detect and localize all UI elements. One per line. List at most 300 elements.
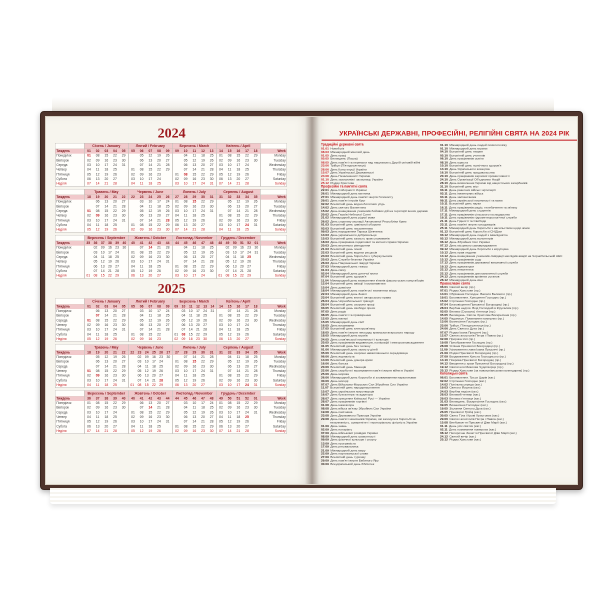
holiday-name: День матері xyxy=(328,316,348,321)
holiday-name: Воздвиження Хреста Господнього (пр.) xyxy=(447,354,506,359)
day-number: 13 xyxy=(144,373,149,378)
week-number: 15 xyxy=(227,149,232,153)
day-number: 29 xyxy=(209,264,214,269)
day-label: Середа xyxy=(56,209,68,213)
week-number: 22 xyxy=(131,195,135,199)
day-number: 05 xyxy=(219,332,223,337)
day-number: 24 xyxy=(201,369,205,373)
day-row xyxy=(129,274,172,279)
day-number: 02 xyxy=(87,373,91,378)
day-number: 24 xyxy=(157,419,161,424)
day-number: 26 xyxy=(245,172,249,177)
week-number: 23 xyxy=(137,350,142,355)
holiday-name: Святих апостолів Петра і Павла (кат.) xyxy=(447,416,504,421)
holiday-date: 13.06 xyxy=(439,319,448,324)
empty-cell xyxy=(207,383,216,388)
day-number: 18 xyxy=(148,264,153,269)
month-Липень xyxy=(172,344,216,388)
day-number: 03 xyxy=(87,218,91,223)
day-number: 29 xyxy=(209,199,214,204)
day-number: 24 xyxy=(157,259,161,264)
week-number: 37 xyxy=(95,396,100,401)
week-number: 51 xyxy=(236,396,241,401)
holiday-name: Всесвітній день народонаселення xyxy=(328,385,380,390)
day-label: Saturday xyxy=(272,269,286,273)
week-number: 46 xyxy=(192,396,197,401)
day-number: 08 xyxy=(227,213,232,218)
holiday-name: День весняного рівнодення xyxy=(328,243,370,248)
day-number: 21 xyxy=(157,405,161,410)
day-number: 17 xyxy=(104,163,109,167)
month-header: Листопад / November xyxy=(173,235,216,241)
day-number: 16 xyxy=(104,323,109,327)
holiday-date: 05.10 xyxy=(439,153,448,157)
day-number: 29 xyxy=(165,223,170,227)
day-number: 25 xyxy=(157,264,161,269)
week-number: 10 xyxy=(183,149,188,153)
day-number: 13 xyxy=(236,364,241,369)
day-number: 09 xyxy=(144,355,149,359)
empty-cell xyxy=(251,337,260,342)
day-number: 01 xyxy=(131,332,135,337)
day-number: 05 xyxy=(87,172,91,177)
day-number: 06 xyxy=(137,373,142,378)
holiday-name: Різдво Христове (за новоюліанським календарем) (пр.) xyxy=(447,368,529,373)
day-number: 28 xyxy=(203,327,208,332)
day-number: 21 xyxy=(201,419,205,424)
day-number: 19 xyxy=(240,259,244,264)
day-number: 07 xyxy=(139,218,144,223)
day-number: 01 xyxy=(86,273,91,278)
day-number: 27 xyxy=(245,424,249,429)
day-number: 04 xyxy=(219,415,223,419)
holiday-name: Всесвітній день письменника xyxy=(328,226,373,230)
day-number: 10 xyxy=(183,209,188,213)
holiday-name: Великдень (Пасха) xyxy=(328,156,358,161)
day-number: 20 xyxy=(245,364,249,369)
day-number: 19 xyxy=(192,218,197,223)
week-number: 07 xyxy=(148,304,153,309)
week-number: 12 xyxy=(196,304,200,309)
day-number: 07 xyxy=(95,204,100,209)
week-number: 09 xyxy=(165,149,170,153)
day-number: 15 xyxy=(236,401,241,405)
day-number: 18 xyxy=(152,364,156,369)
day-number: 15 xyxy=(192,264,197,269)
day-number: 08 xyxy=(183,199,188,204)
holiday-date: 25.03 xyxy=(320,257,329,262)
week-number: 08 xyxy=(157,149,161,153)
holiday-date: 03.05 xyxy=(320,305,329,310)
day-number: 17 xyxy=(157,199,161,204)
holiday-name: День Служби безпеки України xyxy=(328,257,374,262)
holiday-date: 24.10 xyxy=(439,177,448,182)
holiday-name: День енергетика xyxy=(447,267,473,272)
day-number: 09 xyxy=(95,213,100,218)
day-number: 02 xyxy=(219,378,223,383)
day-number: 14 xyxy=(104,204,109,209)
holiday-date: 24.08 xyxy=(320,174,329,178)
holiday-name: Непорочне Зачаття Пресвятої Діви Марії (кат.) xyxy=(447,430,517,435)
month-Листопад xyxy=(172,390,216,434)
holiday-name: День Української Державності xyxy=(328,170,374,175)
holiday-name: Міжнародний день визволення в'язнів фашистських концтаборів xyxy=(328,278,424,282)
day-label: Sunday xyxy=(274,227,286,232)
holiday-date: 24.03 xyxy=(439,389,448,393)
day-number: 24 xyxy=(113,410,117,415)
day-number: 26 xyxy=(165,153,170,158)
holiday-date: 31.03 xyxy=(439,399,448,404)
day-number: 08 xyxy=(227,313,232,318)
day-number: 23 xyxy=(247,245,252,250)
month-header: Травень / May xyxy=(85,189,128,195)
holiday-name: День української писемності та мови xyxy=(447,198,503,202)
day-number: 11 xyxy=(192,245,197,250)
day-number: 19 xyxy=(104,172,109,177)
week-label: Тиждень xyxy=(55,241,84,246)
day-number: 12 xyxy=(148,209,153,213)
week-number: 40 xyxy=(131,396,135,401)
holiday-date: 10.12 xyxy=(439,250,448,255)
day-number: 17 xyxy=(192,209,197,213)
week-number: 27 xyxy=(175,195,179,199)
day-number: 23 xyxy=(115,245,120,250)
week-number: 44 xyxy=(175,241,179,245)
holiday-date: 16.11 xyxy=(439,205,448,209)
day-number: 23 xyxy=(245,158,249,163)
day-label: Monday xyxy=(274,401,286,405)
month-header: Серпень / August xyxy=(217,189,260,195)
holiday-name: Попільна середа (кат.) xyxy=(447,382,482,386)
holiday-name: День працівників торгівлі xyxy=(328,399,367,404)
day-number: 04 xyxy=(219,167,223,172)
week-number: 22 xyxy=(121,350,126,355)
week-number: 49 xyxy=(219,396,223,401)
week-number: 28 xyxy=(183,350,188,355)
day-number: 18 xyxy=(108,255,112,259)
holiday-name: День Незалежності України xyxy=(328,174,370,178)
day-number: 25 xyxy=(203,313,208,318)
day-label: Субота xyxy=(56,269,67,273)
day-number: 22 xyxy=(245,373,249,378)
day-number: 05 xyxy=(219,419,223,424)
day-row xyxy=(217,337,260,342)
holiday-date: 01.10 xyxy=(320,177,329,182)
holiday-name: Святий вечір (пр.) xyxy=(447,285,475,289)
day-number: 27 xyxy=(209,163,214,167)
day-number: 14 xyxy=(148,245,153,250)
day-number: 10 xyxy=(183,273,188,278)
day-number: 09 xyxy=(139,255,144,259)
day-number: 14 xyxy=(227,429,232,433)
day-number: 10 xyxy=(183,181,188,186)
day-number: 28 xyxy=(247,269,252,273)
day-number: 30 xyxy=(121,373,126,378)
month-Травень xyxy=(84,189,128,233)
month-Жовтень xyxy=(128,390,172,434)
day-number: 01 xyxy=(219,213,223,218)
month-header: Квітень / April xyxy=(217,299,260,305)
day-number: 30 xyxy=(209,364,214,369)
day-number: 17 xyxy=(157,309,161,313)
holiday-date: 09.11 xyxy=(439,198,448,202)
day-number: 28 xyxy=(245,429,249,433)
empty-cell xyxy=(163,429,172,434)
holiday-name: Всеукраїнський день бібліотек xyxy=(328,462,374,466)
holiday-name: Всесвітній день захисту прав споживачів xyxy=(328,236,390,241)
day-label: Wednesday xyxy=(268,318,286,323)
week-number: 26 xyxy=(159,350,164,355)
day-number: 22 xyxy=(157,167,161,172)
day-number: 16 xyxy=(188,337,193,341)
day-label: Четвер xyxy=(56,213,67,218)
day-number: 31 xyxy=(253,223,258,227)
week-number: 14 xyxy=(219,149,223,153)
day-row xyxy=(85,429,128,434)
month-header: Грудень / December xyxy=(217,391,260,397)
day-number: 10 xyxy=(139,259,144,264)
week-number: 30 xyxy=(201,350,205,355)
month-header: Червень / June xyxy=(129,189,172,195)
holiday-name: Богоявлення. Хрещення Господнє (пр.) xyxy=(447,295,506,300)
holiday-name: Новий рік xyxy=(328,146,344,151)
week-number: 28 xyxy=(183,195,188,199)
day-number: 23 xyxy=(157,172,161,177)
day-number: 22 xyxy=(157,223,161,227)
day-label: Середа xyxy=(56,410,68,415)
day-number: 20 xyxy=(108,264,112,269)
holiday-columns xyxy=(321,143,578,466)
day-number: 11 xyxy=(95,332,100,337)
holiday-date: 03.12 xyxy=(439,233,448,237)
day-number: 22 xyxy=(157,250,161,255)
day-number: 19 xyxy=(192,378,197,383)
month-header: Грудень / December xyxy=(217,235,260,241)
day-number: 24 xyxy=(245,223,249,227)
day-number: 23 xyxy=(201,364,205,369)
day-number: 14 xyxy=(95,181,100,186)
holiday-name: Всесвітній день книги і авторського права xyxy=(328,295,391,300)
day-number: 19 xyxy=(108,259,112,264)
day-label: П'ятниця xyxy=(56,218,70,223)
day-number: 12 xyxy=(95,337,100,341)
holiday-date: 18.05 xyxy=(320,330,329,334)
day-label: Середа xyxy=(56,318,68,323)
empty-cell xyxy=(253,274,260,279)
day-number: 31 xyxy=(253,410,258,415)
day-labels-en xyxy=(260,189,287,233)
month-band xyxy=(55,143,288,187)
day-number: 07 xyxy=(137,378,142,383)
holiday-name: День Конституції України xyxy=(328,167,367,171)
day-number: 10 xyxy=(148,199,153,204)
day-number: 03 xyxy=(175,209,179,213)
day-number: 08 xyxy=(227,373,232,378)
month-header: Лютий / February xyxy=(129,143,172,149)
month-header: Липень / July xyxy=(173,189,216,195)
day-number: 29 xyxy=(209,172,214,177)
day-number: 17 xyxy=(236,410,241,415)
day-number: 12 xyxy=(183,218,188,223)
day-number: 07 xyxy=(175,227,179,232)
holiday-date: 10.11 xyxy=(439,201,448,206)
holiday-date: 08.09 xyxy=(320,434,329,438)
day-number: 03 xyxy=(131,419,135,424)
day-label: Четвер xyxy=(56,259,67,264)
day-label: Friday xyxy=(276,172,286,177)
day-number: 28 xyxy=(209,419,214,424)
day-label: Неділя xyxy=(56,429,67,433)
day-row xyxy=(129,383,172,388)
holiday-name: Різдво Іоана Предтечі (пр.) xyxy=(447,330,488,334)
holiday-date: 09.12 xyxy=(439,246,448,251)
day-number: 24 xyxy=(245,323,249,327)
holiday-date: 19.05 xyxy=(439,406,448,411)
day-number: 14 xyxy=(192,419,197,424)
week-number: 42 xyxy=(148,241,153,245)
day-number: 13 xyxy=(183,383,188,387)
day-number: 12 xyxy=(192,158,197,163)
day-number: 14 xyxy=(236,209,241,213)
day-number: 17 xyxy=(148,419,153,424)
holiday-name: День ракетних військ і артилерії xyxy=(447,187,496,192)
week-number: 08 xyxy=(157,304,161,309)
week-number: 46 xyxy=(192,241,197,245)
holiday-name: День вшанування учасників бойових дій на території інших держав xyxy=(328,208,428,213)
day-number: 16 xyxy=(192,269,197,273)
holiday-name: День пам'яті та примирення xyxy=(328,312,371,317)
day-number: 09 xyxy=(139,415,144,419)
day-number: 01 xyxy=(219,373,223,378)
day-number: 04 xyxy=(175,373,179,378)
day-number: 11 xyxy=(139,181,144,186)
week-number: 47 xyxy=(201,241,205,245)
empty-cell xyxy=(207,274,216,279)
holiday-date: 19.03 xyxy=(439,385,448,390)
month-Грудень xyxy=(216,390,260,434)
day-number: 15 xyxy=(236,213,241,218)
day-number: 21 xyxy=(157,163,161,167)
holiday-name: День працівників дипломатичної служби xyxy=(447,271,508,275)
day-number: 02 xyxy=(87,323,91,327)
day-number: 20 xyxy=(192,223,197,227)
day-number: 12 xyxy=(236,199,241,204)
holiday-date: 04.12 xyxy=(439,361,448,366)
day-number: 15 xyxy=(188,332,193,337)
week-number: 01 xyxy=(254,241,259,245)
week-number: 48 xyxy=(218,241,223,245)
holiday-date: 15.02 xyxy=(320,208,329,213)
day-number: 25 xyxy=(113,167,117,172)
day-number: 26 xyxy=(253,199,258,204)
day-number: 13 xyxy=(95,177,100,181)
day-number: 06 xyxy=(175,223,179,227)
day-number: 30 xyxy=(253,318,258,323)
empty-cell xyxy=(207,228,216,233)
day-number: 14 xyxy=(232,269,237,273)
holiday-date: 28.08 xyxy=(439,344,448,348)
day-number: 08 xyxy=(93,273,98,278)
day-label: Saturday xyxy=(272,332,286,337)
book-page-edges-bottom xyxy=(50,488,556,504)
holiday-name: День скорботи і вшанування пам'яті жертв війни в Україні xyxy=(328,368,414,373)
day-number: 22 xyxy=(201,199,205,204)
day-number: 18 xyxy=(104,332,109,337)
day-label: Monday xyxy=(274,309,286,313)
day-number: 22 xyxy=(245,213,249,218)
week-number: 19 xyxy=(95,195,100,199)
day-label: П'ятниця xyxy=(56,373,70,378)
day-number: 04 xyxy=(87,415,91,419)
month-Серпень xyxy=(216,189,260,233)
day-number: 03 xyxy=(87,378,91,383)
day-number: 28 xyxy=(253,309,258,313)
day-number: 08 xyxy=(139,332,144,337)
empty-cell xyxy=(119,182,128,187)
holiday-name: Преображення Господнє (пр.) xyxy=(447,340,492,345)
week-number: 44 xyxy=(165,396,170,401)
day-number: 30 xyxy=(121,158,126,163)
week-label: Тиждень xyxy=(55,149,84,154)
day-number: 01 xyxy=(219,313,223,318)
day-number: 11 xyxy=(139,264,144,269)
holiday-date: 18.03 xyxy=(320,240,329,244)
holiday-date: 22.12 xyxy=(439,267,448,272)
day-number: 13 xyxy=(148,158,153,163)
day-number: 13 xyxy=(192,255,197,259)
day-number: 30 xyxy=(253,158,258,163)
day-number: 20 xyxy=(236,424,241,429)
day-number: 12 xyxy=(95,227,100,232)
day-number: 22 xyxy=(113,209,117,213)
day-number: 08 xyxy=(183,359,188,364)
day-number: 18 xyxy=(104,223,109,227)
day-number: 16 xyxy=(152,355,156,359)
week-number: 48 xyxy=(209,241,214,245)
day-number: 10 xyxy=(139,419,144,424)
day-label: Четвер xyxy=(56,167,67,172)
day-number: 02 xyxy=(131,172,135,177)
holiday-name: День фізичної культури і спорту xyxy=(328,437,376,442)
day-number: 04 xyxy=(183,405,188,410)
day-number: 29 xyxy=(253,401,258,405)
day-label: Wednesday xyxy=(268,410,286,415)
holiday-date: 21.09 xyxy=(320,448,329,452)
day-number: 02 xyxy=(131,337,135,341)
day-number: 30 xyxy=(166,355,171,359)
day-number: 16 xyxy=(148,255,153,259)
week-number: 45 xyxy=(183,241,188,245)
holiday-name: Велика (Страсна) п'ятниця (пр.) xyxy=(447,309,495,314)
day-number: 21 xyxy=(157,245,161,250)
day-number: 15 xyxy=(148,250,153,255)
day-number: 15 xyxy=(144,383,149,387)
day-number: 24 xyxy=(245,410,249,415)
day-number: 27 xyxy=(245,337,249,341)
week-label: Week xyxy=(261,149,287,154)
day-number: 16 xyxy=(192,204,197,209)
week-number: 21 xyxy=(113,195,117,199)
day-number: 11 xyxy=(144,364,149,369)
holiday-name: Внебовзяття Пресвятої Діви Марії (кат.) xyxy=(447,420,507,425)
day-number: 07 xyxy=(227,209,232,213)
day-number: 13 xyxy=(104,359,109,364)
day-number: 08 xyxy=(139,223,144,227)
day-number: 20 xyxy=(245,204,249,209)
day-number: 10 xyxy=(183,369,188,373)
day-number: 12 xyxy=(227,419,232,424)
day-number: 05 xyxy=(93,259,98,264)
